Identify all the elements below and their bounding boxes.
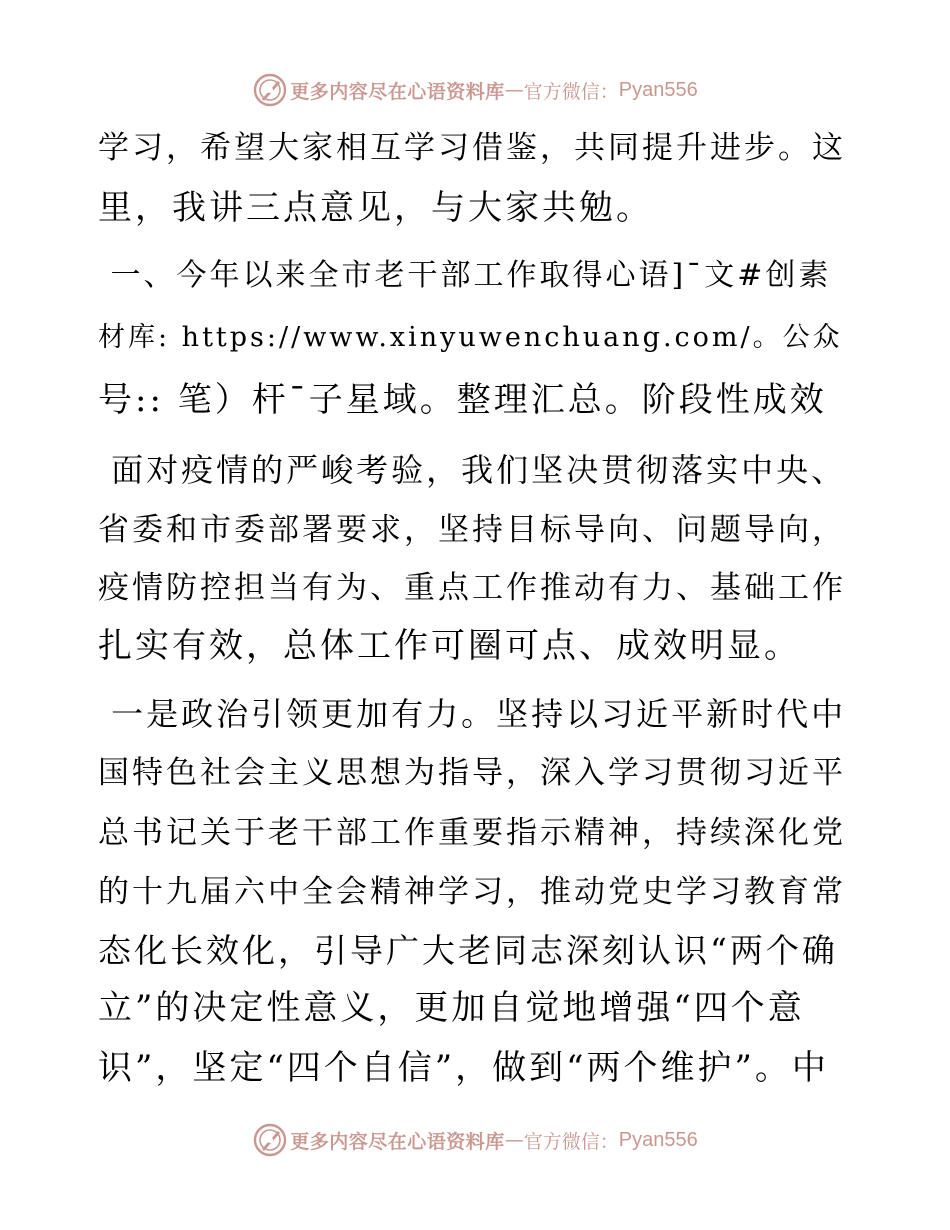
body-line-9: 扎实有效，总体工作可圈可点、成效明显。 [98, 626, 801, 666]
body-line-8: 疫情防控担当有为、重点工作推动有力、基础工作 [98, 570, 846, 606]
watermark-separator: — [504, 1129, 524, 1151]
heading-line-1: 一、今年以来全市老干部工作取得心语]¯文#创素 [98, 258, 832, 293]
pen-logo-icon [252, 1122, 288, 1158]
heading-line-3: 号:: 笔）杆¯子星域。整理汇总。阶段性成效 [98, 380, 827, 420]
body-line-1: 学习，希望大家相互学习借鉴，共同提升进步。这 [98, 130, 846, 166]
body-line-10: 一是政治引领更加有力。坚持以习近平新时代中 [98, 695, 847, 733]
body-line-7: 省委和市委部署要求，坚持目标导向、问题导向， [98, 512, 846, 548]
watermark-main-text: 更多内容尽在心语资料库 [290, 80, 505, 103]
body-line-12: 总书记关于老干部工作重要指示精神，持续深化党 [98, 815, 846, 851]
watermark-sub-text: 官方微信： [523, 1130, 619, 1153]
body-line-14: 态化长效化，引导广大老同志深刻认识“两个确 [98, 931, 838, 970]
watermark-wechat-id: Pyan556 [618, 78, 698, 101]
watermark-main-text: 更多内容尽在心语资料库 [290, 1130, 505, 1153]
body-line-13: 的十九届六中全会精神学习，推动党史学习教育常 [98, 874, 846, 910]
body-line-16: 识”，坚定“四个自信”，做到“两个维护”。中 [98, 1048, 829, 1088]
watermark-wechat-id: Pyan556 [618, 1128, 698, 1151]
body-line-6: 面对疫情的严峻考验，我们坚决贯彻落实中央、 [98, 451, 847, 489]
pen-logo-icon [252, 72, 288, 108]
body-line-15: 立”的决定性意义，更加自觉地增强“四个意 [98, 988, 805, 1028]
heading-line-2: 材库: https://www.xinyuwenchuang.com/。公众 [98, 322, 843, 353]
watermark-banner-bottom [0, 1120, 950, 1160]
body-line-2: 里，我讲三点意见，与大家共勉。 [98, 188, 653, 228]
watermark-separator: — [504, 79, 524, 101]
watermark-banner-top [0, 70, 950, 110]
body-line-11: 国特色社会主义思想为指导，深入学习贯彻习近平 [98, 755, 846, 791]
watermark-sub-text: 官方微信： [523, 80, 619, 103]
